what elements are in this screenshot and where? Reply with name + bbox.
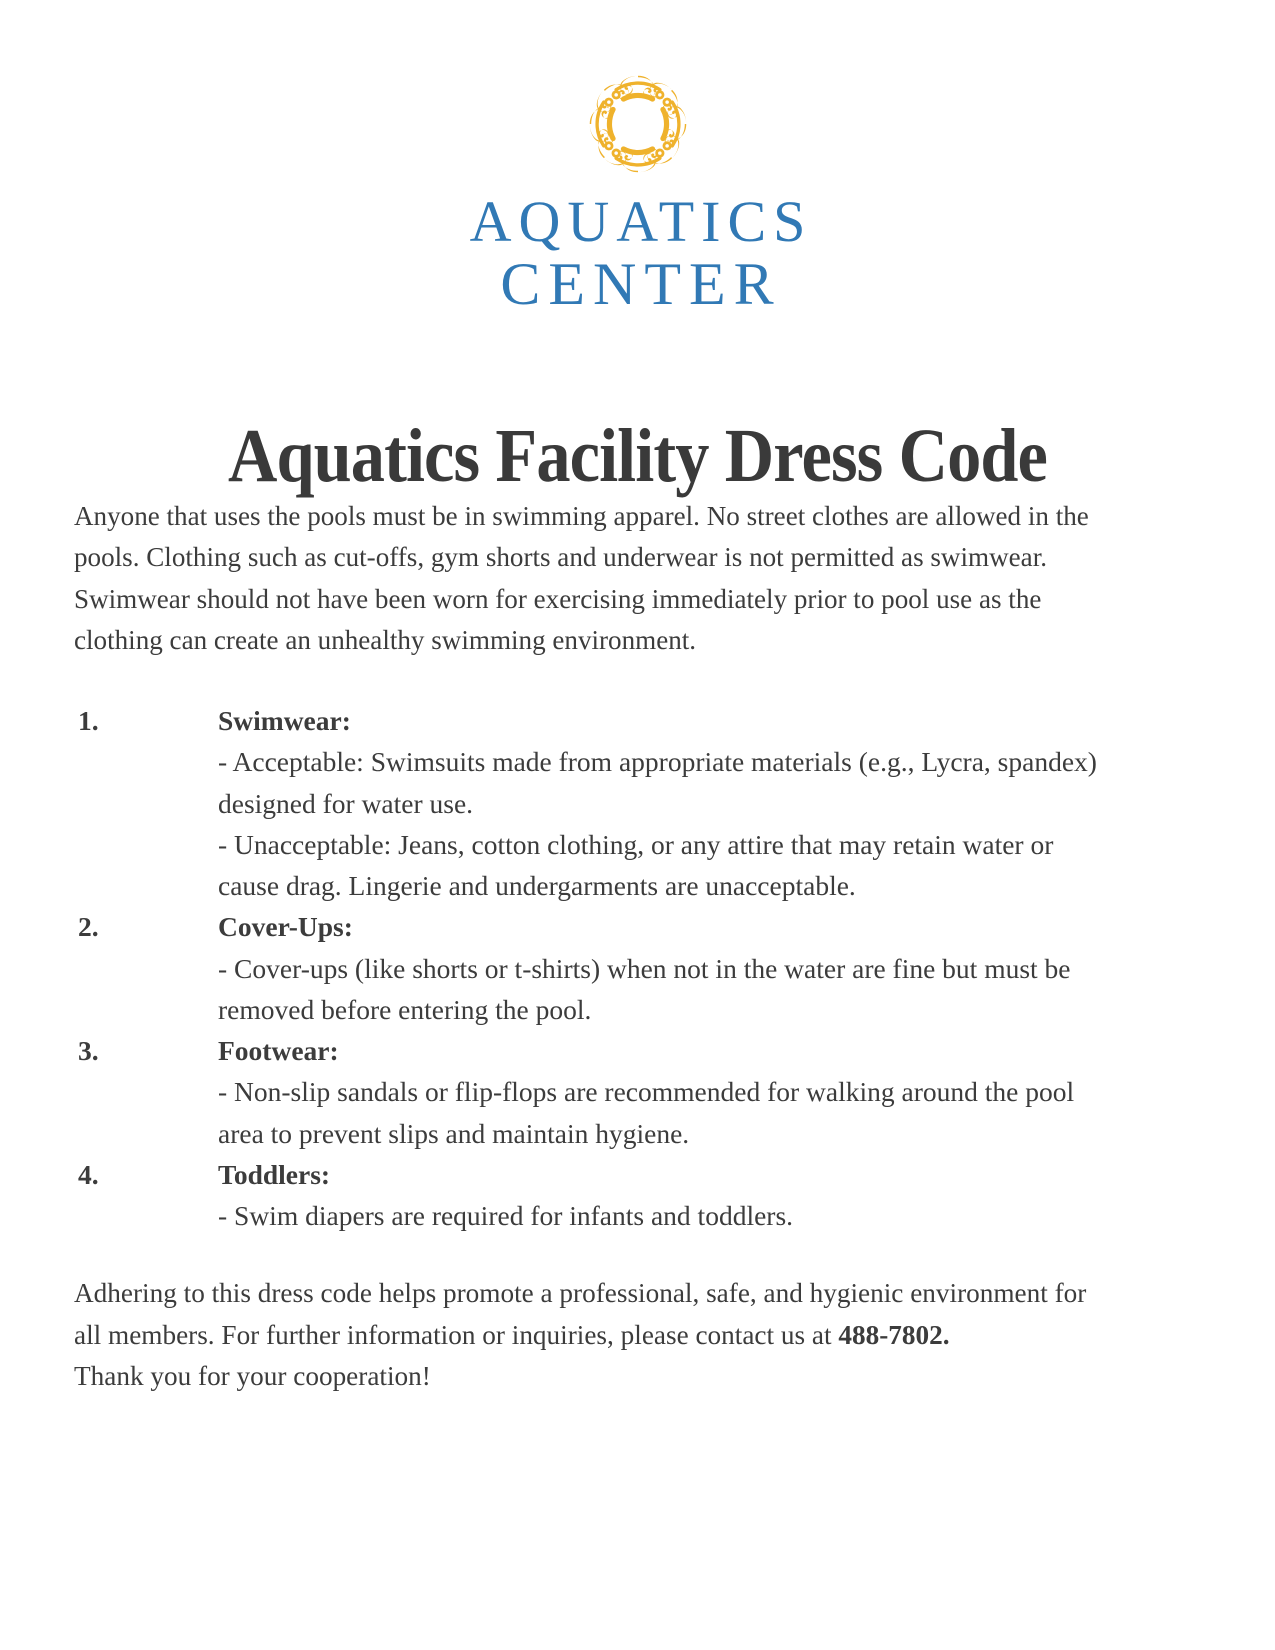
list-item-number: 1. [78, 705, 99, 736]
spacer [74, 660, 1106, 700]
contact-phone-number: 488-7802. [838, 1318, 950, 1350]
wordmark-line-center: CENTER [500, 250, 782, 317]
list-item-detail: - Unacceptable: Jeans, cotton clothing, or any attire that may retain water or cause drag. Lingerie and undergarments are unacceptable. [218, 828, 1054, 901]
dress-code-rule-list [74, 700, 1106, 1236]
list-item-number: 2. [78, 911, 99, 943]
list-item [74, 700, 1106, 906]
list-item [74, 1154, 1106, 1237]
list-item-label: Toddlers: [218, 1158, 331, 1190]
circular-filigree-medallion-icon [586, 72, 690, 176]
list-item-label: Footwear: [218, 1035, 339, 1066]
list-item [74, 1030, 1106, 1154]
brand-logo [0, 72, 1275, 317]
list-item-label: Cover-Ups: [218, 911, 353, 943]
list-item-detail: - Acceptable: Swimsuits made from appropriate materials (e.g., Lycra, spandex) designed for water use. [218, 746, 1097, 819]
closing-paragraph [74, 1272, 1096, 1355]
page-title: Aquatics Facility Dress Code [228, 413, 1047, 498]
list-item-number: 4. [78, 1158, 99, 1190]
wordmark-line-aquatics: AQUATICS [469, 189, 813, 254]
list-item-label: Swimwear: [218, 705, 351, 736]
list-item-number: 3. [78, 1035, 99, 1066]
thanks-line: Thank you for your cooperation! [74, 1359, 431, 1391]
list-item-detail: - Cover-ups (like shorts or t-shirts) when not in the water are fine but must be removed before entering the pool. [218, 952, 1071, 1025]
list-item-detail: - Swim diapers are required for infants and toddlers. [218, 1200, 794, 1231]
list-item [74, 906, 1106, 1030]
document-body [74, 495, 1106, 1396]
intro-paragraph: Anyone that uses the pools must be in swimming apparel. No street clothes are allowed in the pools. Clothing such as cut-offs, gym shorts and underwear is not permitted as swimwear. Swimwear should not have been worn for exercising immediately prior to pool use as the clothing can create an unhealthy swimming environment. [74, 500, 1089, 655]
brand-wordmark [0, 189, 1275, 317]
closing-text: Adhering to this dress code helps promote a professional, safe, and hygienic environment for all members. For further information or inquiries, please contact us at [74, 1277, 1087, 1350]
list-item-detail: - Non-slip sandals or flip-flops are recommended for walking around the pool area to prevent slips and maintain hygiene. [218, 1076, 1075, 1149]
spacer [74, 1236, 1106, 1272]
